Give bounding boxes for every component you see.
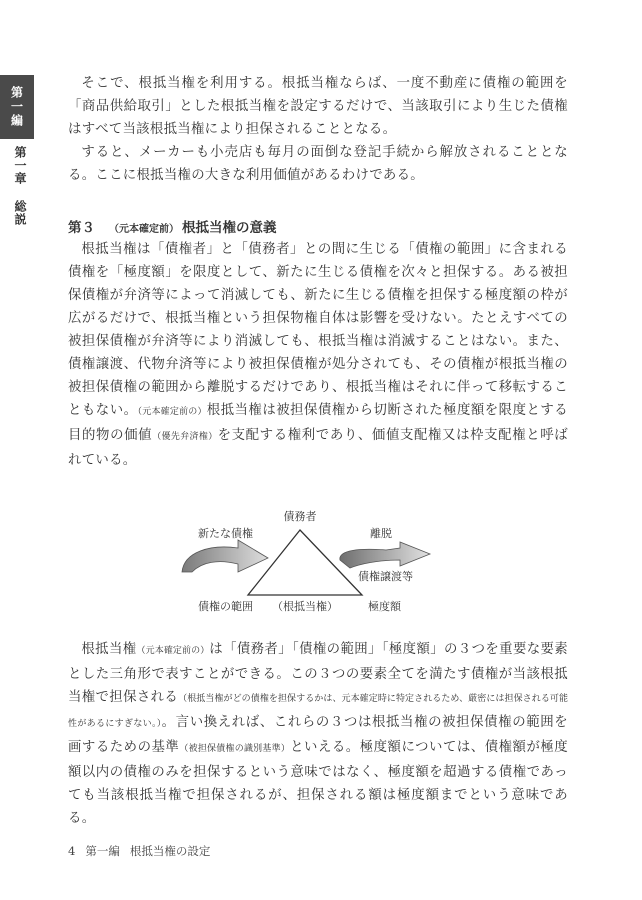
section-prefix: （元本確定前）	[109, 224, 179, 235]
diagram-bottom-right-label: 極度額	[368, 600, 401, 613]
diagram-top-label: 債務者	[283, 510, 317, 523]
section-text-3: を支配する権利であり、価値支配権又は枠支配権と呼ばれている。	[68, 428, 568, 468]
intro-paragraph-1: そこで、根抵当権を利用する。根抵当権ならば、一度不動産に債権の範囲を「商品供給取引」とした根抵当権を設定するだけで、当該取引により生じた債権はすべて当該根抵当権により担保されることとなる。	[68, 76, 568, 137]
closing-text-2: は「債務者」「債権の範囲」「極度額」の３つを重要な要素とした三角形で表すことができる。この３つの要素全てを満たす債権が当該根抵当権で担保される	[68, 642, 568, 705]
section-number: 第３	[68, 220, 95, 236]
footer-title: 根抵当権の設定	[129, 844, 211, 858]
section-note-2: （優先弁済権）	[152, 432, 218, 442]
section-body	[68, 238, 568, 472]
section-text-1: 根抵当権は「債権者」と「債務者」との間に生じる「債権の範囲」に含まれる債権を「極度額」を限度として、新たに生じる債権を次々と担保する。ある被担保債権が弁済等によって消滅しても、新たに生じる債権を担保する極度額の枠が広がるだけで、根抵当権という担保物権自体は影響を受けない。たとえすべての被担保債権が弁済等により消滅しても、根抵当権は消滅することはない。また、債権譲渡、代物弁済等により被担保債権が処分されても、その債権が根抵当権の被担保債権の範囲から離脱するだけであり、根抵当権はそれに伴って移転することもない。	[68, 242, 568, 418]
closing-text-1: 根抵当権	[81, 642, 137, 657]
page-footer	[68, 843, 220, 859]
outgoing-arrow-icon	[340, 542, 430, 568]
section-text-2: 根抵当権は被担保債権から切断された極度額を限度とする目的物の価値	[68, 403, 568, 443]
closing-text-3: 。言い換えれば、これらの３つは根抵当権の被担保債権の範囲を画するための基準	[68, 715, 568, 755]
intro-paragraph-2: すると、メーカーも小売店も毎月の面倒な登記手続から解放されることとなる。ここに根抵当権の大きな利用価値があるわけである。	[68, 145, 568, 183]
diagram-bottom-center-label: （根抵当権）	[272, 600, 338, 613]
incoming-arrow-icon	[182, 540, 268, 572]
page-number: 4	[68, 844, 76, 858]
diagram-detach-label: 離脱	[370, 527, 392, 540]
section-title: 根抵当権の意義	[182, 220, 277, 236]
chapter-tab: 第一章 総説	[13, 146, 27, 226]
section-paragraph	[68, 238, 568, 472]
closing-text-4: といえる。極度額については、債権額が極度額以内の債権のみを担保するという意味ではなく、極度額を超過する債権であっても当該根抵当権で担保されるが、担保される額は極度額までという意味である。	[68, 740, 568, 826]
section-heading	[68, 216, 568, 236]
part-tab: 第一編	[0, 75, 34, 139]
diagram-bottom-left-label: 債権の範囲	[198, 600, 253, 613]
closing-note-3: （被担保債権の識別基準）	[179, 744, 291, 754]
closing-note-2: （根抵当権がどの債権を担保するかは、元本確定時に特定されるため、厳密には担保される可能性があるにすぎない。）	[68, 694, 568, 729]
closing-paragraph	[68, 638, 568, 830]
diagram-new-claims-label: 新たな債権	[198, 527, 253, 540]
closing-section	[68, 638, 568, 830]
intro-section	[68, 72, 568, 187]
closing-note-1: （元本確定前の）	[136, 646, 210, 656]
footer-part: 第一編	[85, 844, 120, 858]
diagram-transfer-label: 債権譲渡等	[358, 570, 413, 583]
root-mortgage-triangle-diagram	[160, 492, 460, 622]
section-note-1: （元本確定前の）	[137, 407, 207, 417]
